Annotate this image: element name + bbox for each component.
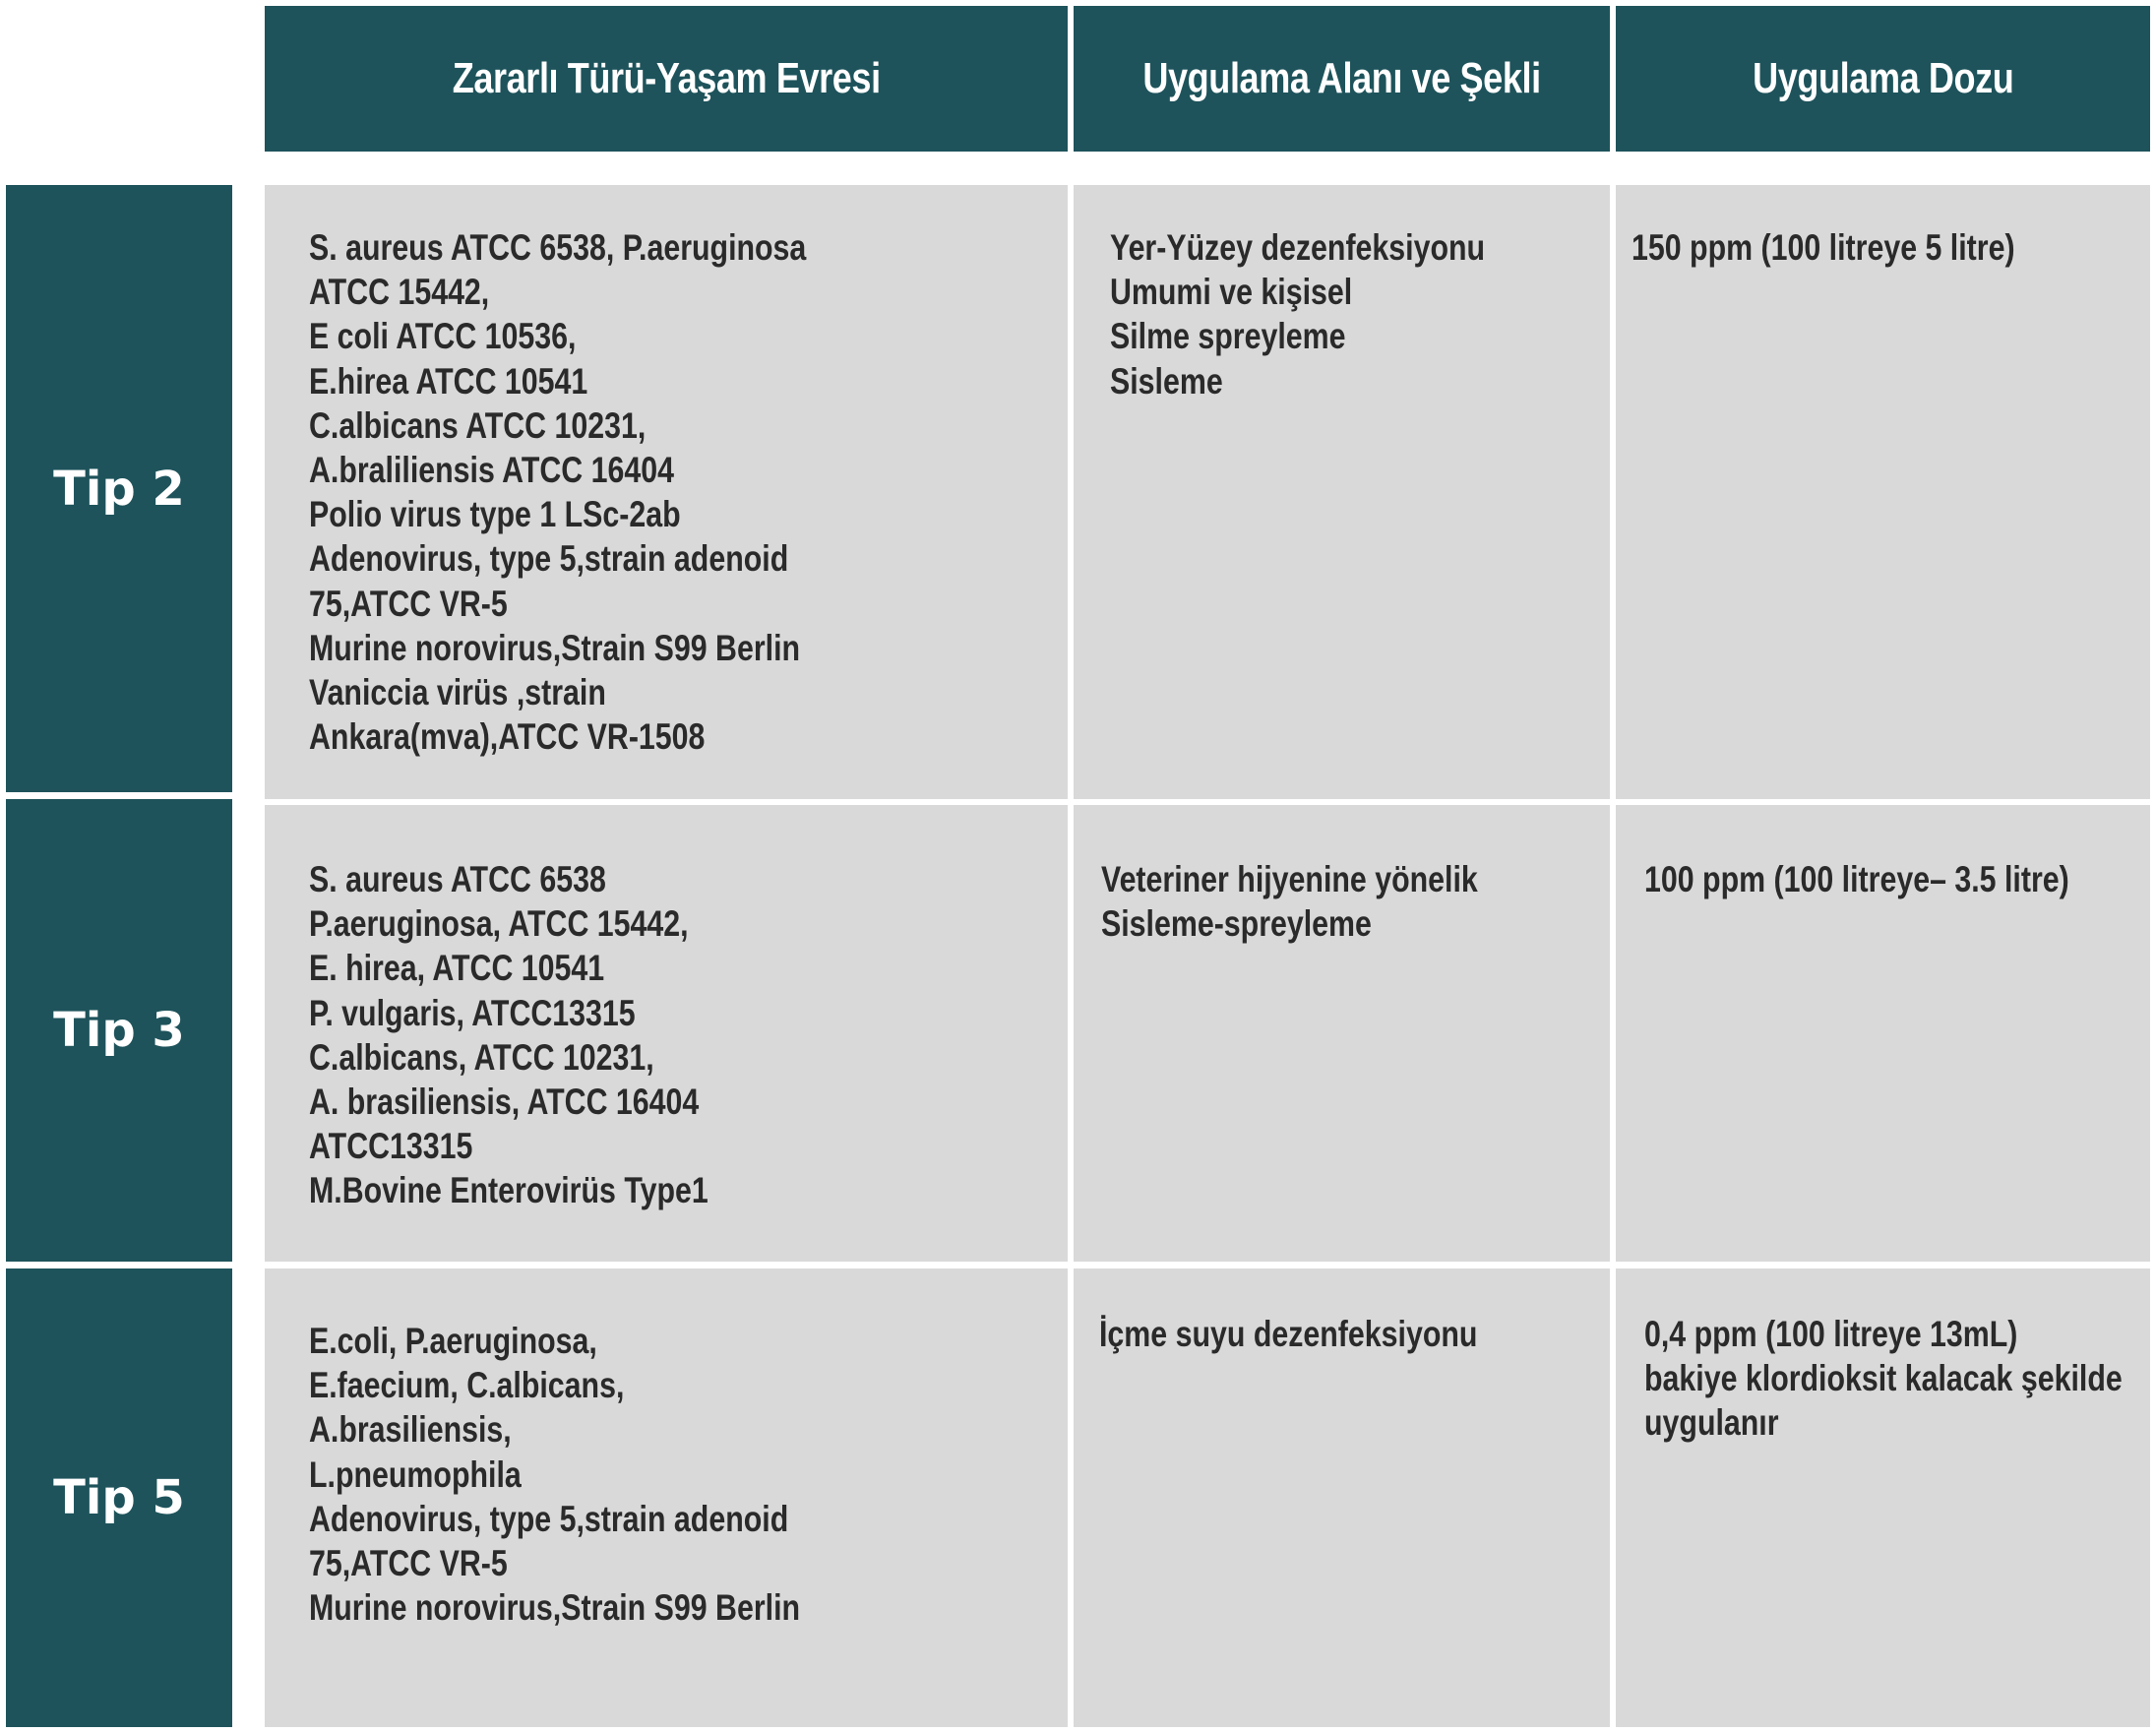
dose-list <box>1632 225 2057 270</box>
application-line: Veteriner hijyenine yönelik <box>1101 859 1478 899</box>
organism-list <box>309 1319 931 1630</box>
organism-line: Polio virus type 1 LSc-2ab <box>309 494 681 535</box>
dose-line: uygulanır <box>1644 1402 1779 1444</box>
column-header-dose-label: Uygulama Dozu <box>1752 54 2014 102</box>
application-line: Sisleme-spreyleme <box>1101 903 1372 945</box>
column-header-application <box>1074 6 1610 152</box>
organism-line: E.coli, P.aeruginosa, <box>309 1321 597 1361</box>
row-label-tip-5 <box>6 1268 232 1727</box>
organism-line: C.albicans, ATCC 10231, <box>309 1036 654 1078</box>
organism-list <box>309 857 931 1213</box>
organism-list <box>309 225 931 759</box>
organism-line: P. vulgaris, ATCC13315 <box>309 992 636 1033</box>
organism-line: P.aeruginosa, ATCC 15442, <box>309 903 689 945</box>
dose-line: 0,4 ppm (100 litreye 13mL) <box>1644 1314 2018 1354</box>
dose-cell-tip-5 <box>1616 1268 2150 1727</box>
organism-line: ATCC 15442, <box>309 272 490 313</box>
dose-line: 150 ppm (100 litreye 5 litre) <box>1632 227 2015 268</box>
organism-line: Vaniccia virüs ,strain <box>309 672 606 713</box>
organism-cell-tip-2 <box>265 185 1068 799</box>
organism-line: E. hirea, ATCC 10541 <box>309 948 605 989</box>
dose-cell-tip-3 <box>1616 805 2150 1262</box>
organism-line: ATCC13315 <box>309 1126 473 1167</box>
application-line: Silme spreyleme <box>1110 316 1346 357</box>
application-line: Sisleme <box>1110 360 1223 402</box>
organism-line: S. aureus ATCC 6538, P.aeruginosa <box>309 227 807 268</box>
row-label-text: Tip 5 <box>53 1470 185 1525</box>
application-cell-tip-3 <box>1074 805 1610 1262</box>
organism-line: 75,ATCC VR-5 <box>309 583 508 624</box>
organism-line: E coli ATCC 10536, <box>309 316 577 357</box>
organism-line: 75,ATCC VR-5 <box>309 1543 508 1584</box>
column-header-dose <box>1616 6 2150 152</box>
organism-line: E.faecium, C.albicans, <box>309 1365 625 1406</box>
application-cell-tip-2 <box>1074 185 1610 799</box>
row-label-tip-3 <box>6 799 232 1262</box>
row-label-text: Tip 3 <box>53 1003 185 1058</box>
application-line: İçme suyu dezenfeksiyonu <box>1099 1314 1478 1354</box>
column-header-organism <box>265 6 1068 152</box>
organism-line: A. brasiliensis, ATCC 16404 <box>309 1082 700 1123</box>
organism-cell-tip-3 <box>265 805 1068 1262</box>
organism-line: Adenovirus, type 5,strain adenoid <box>309 538 789 580</box>
dose-line: 100 ppm (100 litreye– 3.5 litre) <box>1644 859 2069 899</box>
application-line: Umumi ve kişisel <box>1110 272 1353 313</box>
organism-line: S. aureus ATCC 6538 <box>309 859 606 899</box>
organism-cell-tip-5 <box>265 1268 1068 1727</box>
row-label-tip-2 <box>6 185 232 792</box>
organism-line: A.braliliensis ATCC 16404 <box>309 450 674 491</box>
row-label-text: Tip 2 <box>53 461 185 517</box>
dose-list <box>1644 1312 2123 1446</box>
organism-line: Murine norovirus,Strain S99 Berlin <box>309 627 801 668</box>
dose-line: bakiye klordioksit kalacak şekilde <box>1644 1358 2123 1399</box>
column-header-organism-label: Zararlı Türü-Yaşam Evresi <box>452 54 881 102</box>
organism-line: C.albicans ATCC 10231, <box>309 404 647 446</box>
organism-line: Ankara(mva),ATCC VR-1508 <box>309 716 706 758</box>
organism-line: Murine norovirus,Strain S99 Berlin <box>309 1587 801 1629</box>
application-line: Yer-Yüzey dezenfeksiyonu <box>1110 227 1486 268</box>
application-list <box>1099 1312 1518 1356</box>
organism-line: E.hirea ATCC 10541 <box>309 360 588 402</box>
application-cell-tip-5 <box>1074 1268 1610 1727</box>
dose-list <box>1644 857 2069 901</box>
application-list <box>1101 857 1518 946</box>
column-header-application-label: Uygulama Alanı ve Şekli <box>1142 54 1541 102</box>
organism-line: Adenovirus, type 5,strain adenoid <box>309 1498 789 1539</box>
application-list <box>1110 225 1520 403</box>
dose-cell-tip-2 <box>1616 185 2150 799</box>
organism-line: L.pneumophila <box>309 1454 522 1495</box>
organism-line: M.Bovine Enterovirüs Type1 <box>309 1170 708 1211</box>
organism-line: A.brasiliensis, <box>309 1409 512 1451</box>
